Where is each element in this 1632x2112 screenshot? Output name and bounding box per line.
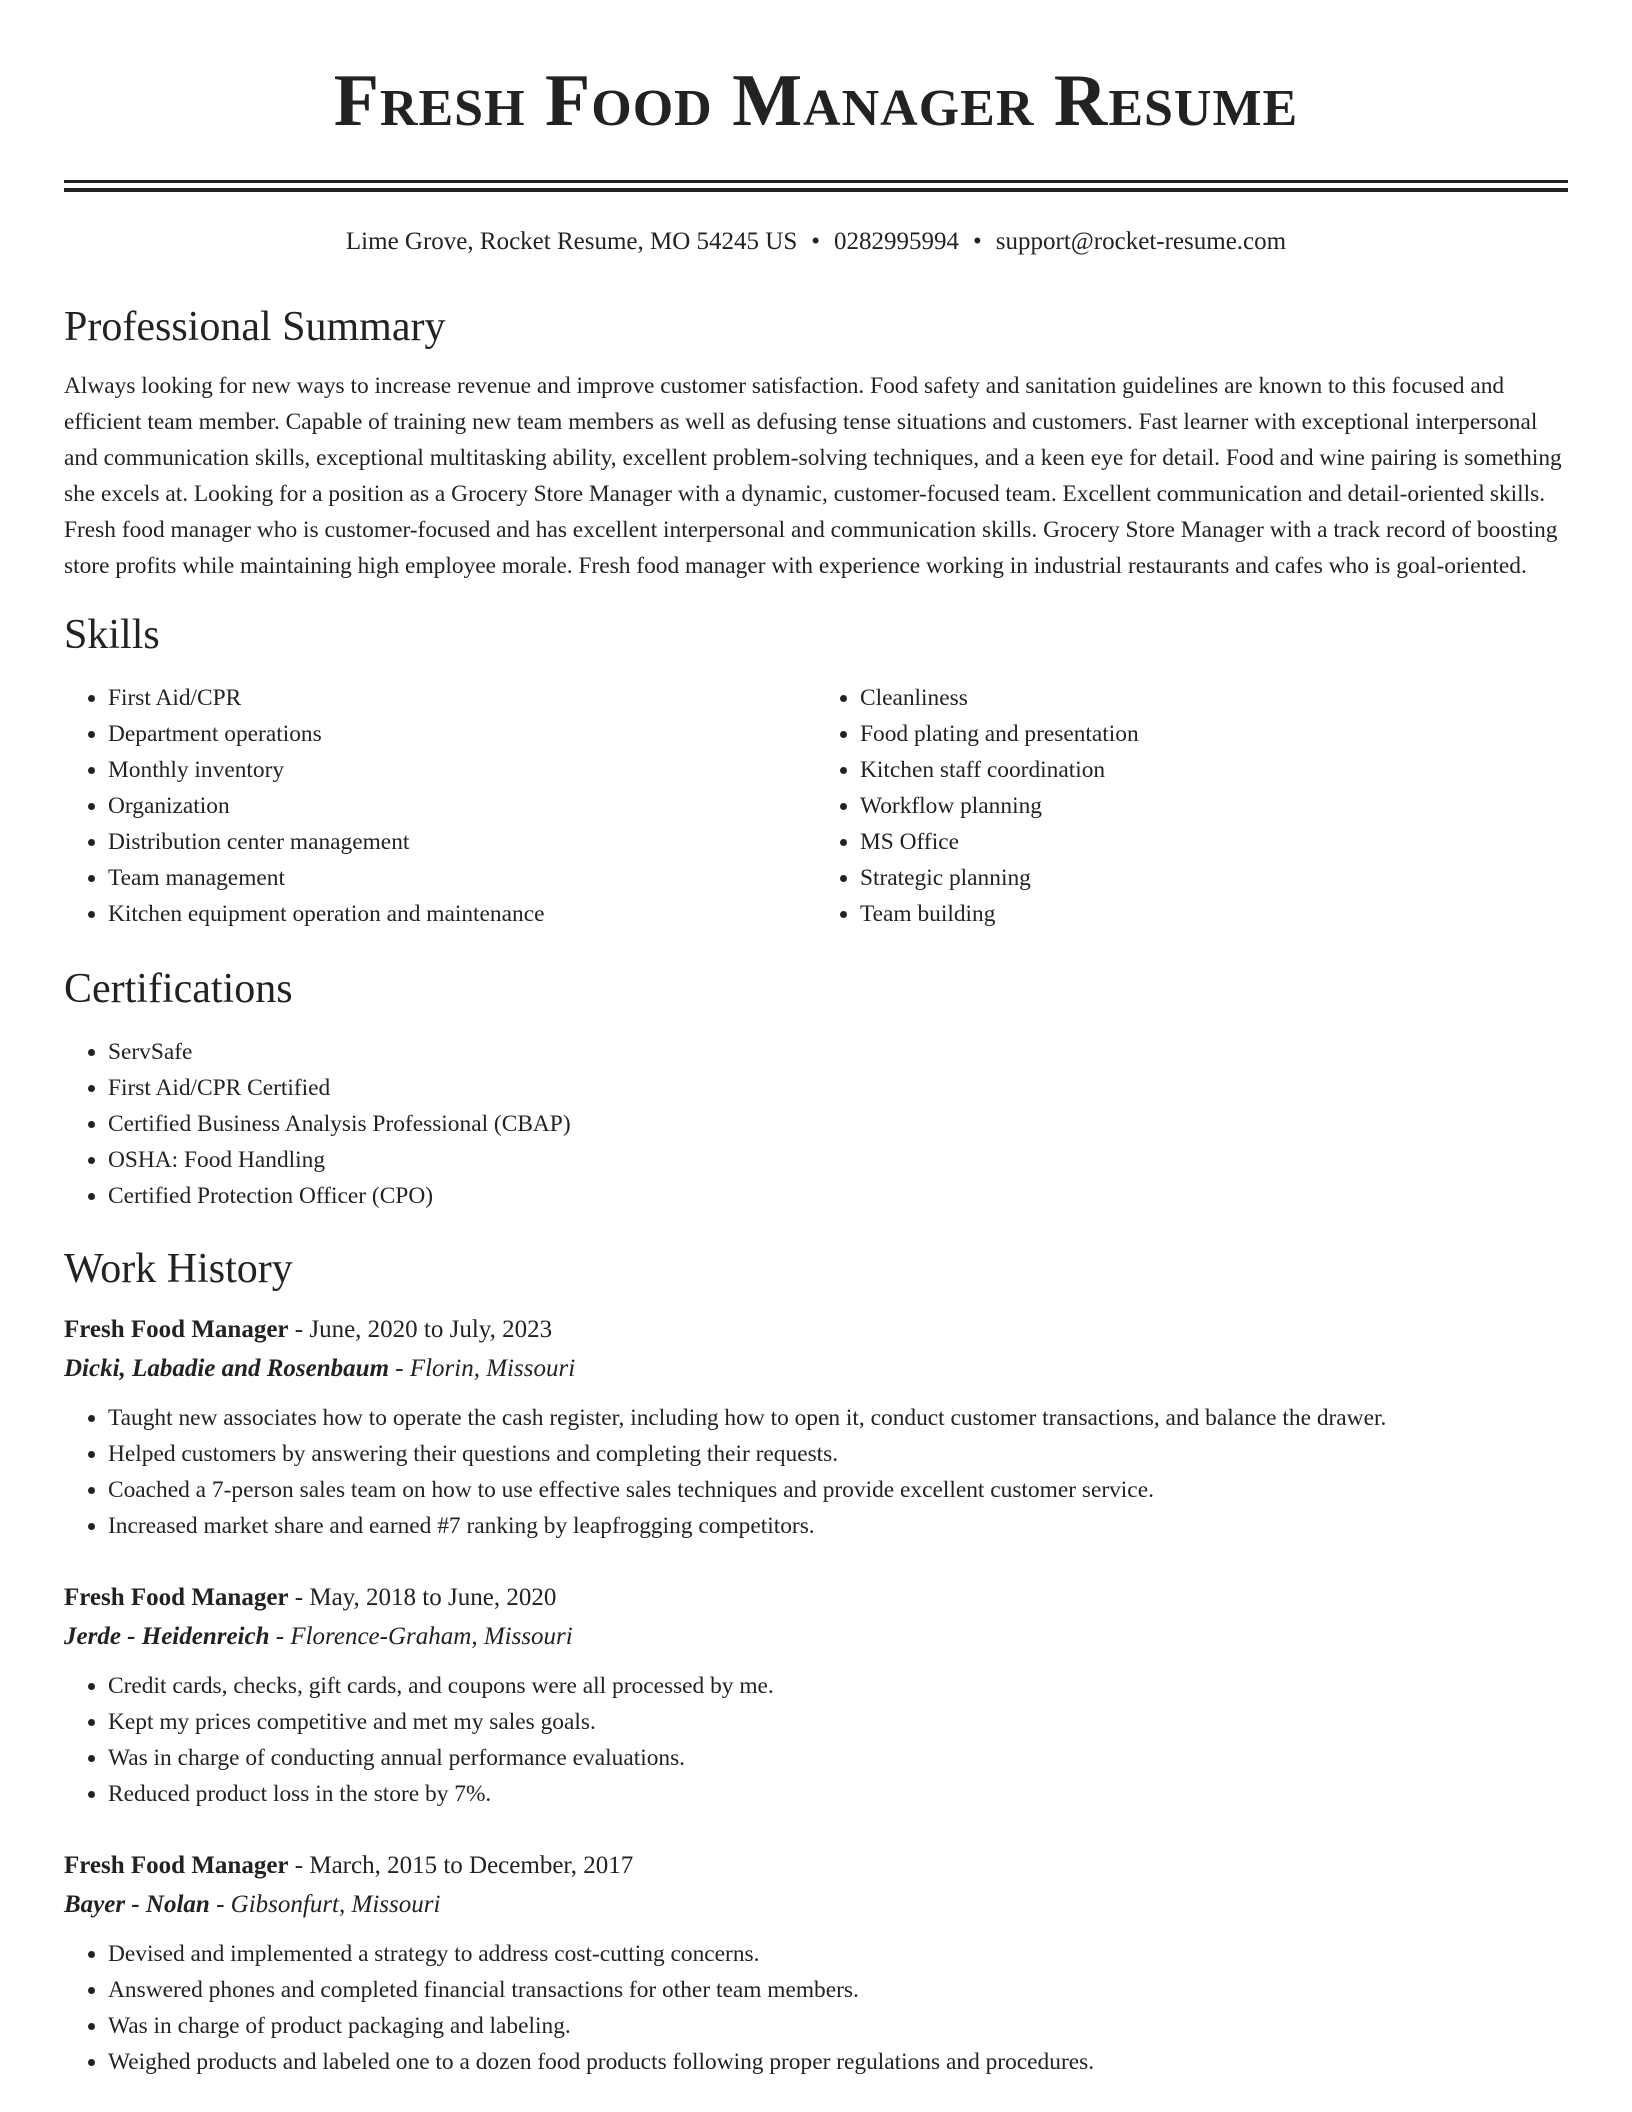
- job-bullets: [64, 1936, 1568, 2080]
- job-dates: March, 2015 to December, 2017: [309, 1852, 634, 1879]
- skill-item: • MS Office: [860, 824, 1568, 860]
- certification-item: • OSHA: Food Handling: [108, 1142, 1568, 1178]
- certifications-heading: Certifications: [64, 966, 293, 1012]
- summary-text: Always looking for new ways to increase revenue and improve customer satisfaction. Food safety and sanitation guidelines are known to this focused and efficient team member. Capable of training new team members as well as defusing tense situations and customers. Fast learner with exceptional interpersonal and communication skills, exceptional multitasking ability, excellent problem-solving techniques, and a keen eye for detail. Food and wine pairing is something she excels at. Looking for a position as a Grocery Store Manager with a dynamic, customer-focused team. Excellent communication and detail-oriented skills. Fresh food manager who is customer-focused and has excellent interpersonal and communication skills. Grocery Store Manager with a track record of boosting store profits while maintaining high employee morale. Fresh food manager with experience working in industrial restaurants and cafes who is goal-oriented.: [64, 373, 1562, 579]
- certification-item: • ServSafe: [108, 1034, 1568, 1070]
- job-bullet: • Answered phones and completed financial transactions for other team members.: [108, 1972, 1568, 2008]
- skill-item: • Food plating and presentation: [860, 716, 1568, 752]
- job-role: Fresh Food Manager: [64, 1852, 289, 1879]
- job-bullet: • Reduced product loss in the store by 7%.: [108, 1776, 1568, 1812]
- job-location: Florence-Graham, Missouri: [290, 1623, 573, 1650]
- skill-item: • Kitchen equipment operation and maintenance: [108, 896, 816, 932]
- contact-address: Lime Grove, Rocket Resume, MO 54245 US: [345, 228, 798, 255]
- skills-columns: [64, 680, 1568, 932]
- skill-item: • Department operations: [108, 716, 816, 752]
- resume-page: [64, 0, 1568, 2080]
- job-role: Fresh Food Manager: [64, 1584, 289, 1611]
- job-bullet: • Kept my prices competitive and met my sales goals.: [108, 1704, 1568, 1740]
- job-entry: [64, 1578, 1568, 1812]
- contact-line: [64, 226, 1568, 258]
- job-company: Dicki, Labadie and Rosenbaum: [64, 1355, 390, 1382]
- job-role: Fresh Food Manager: [64, 1316, 289, 1343]
- contact-separator: •: [811, 228, 821, 255]
- job-bullet: • Increased market share and earned #7 ranking by leapfrogging competitors.: [108, 1508, 1568, 1544]
- contact-email: support@rocket-resume.com: [995, 228, 1287, 255]
- job-bullets: [64, 1400, 1568, 1544]
- summary-heading: Professional Summary: [64, 304, 446, 350]
- skill-item: • Strategic planning: [860, 860, 1568, 896]
- job-employer: Bayer - Nolan - Gibsonfurt, Missouri: [64, 1891, 441, 1918]
- skill-item: • Cleanliness: [860, 680, 1568, 716]
- job-location: Gibsonfurt, Missouri: [230, 1891, 441, 1918]
- certification-item: • Certified Business Analysis Professional (CBAP): [108, 1106, 1568, 1142]
- title-rule-thin: [64, 180, 1568, 183]
- job-bullets: [64, 1668, 1568, 1812]
- job-header: Fresh Food Manager - June, 2020 to July, 2023: [64, 1316, 553, 1343]
- job-bullet: • Helped customers by answering their questions and completing their requests.: [108, 1436, 1568, 1472]
- job-bullet: • Weighed products and labeled one to a dozen food products following proper regulations and procedures.: [108, 2044, 1568, 2080]
- certifications-list: [64, 1034, 1568, 1214]
- job-entry: [64, 1310, 1568, 1544]
- job-dates: May, 2018 to June, 2020: [309, 1584, 557, 1611]
- job-bullet: • Was in charge of product packaging and labeling.: [108, 2008, 1568, 2044]
- certification-item: • First Aid/CPR Certified: [108, 1070, 1568, 1106]
- job-bullet: • Devised and implemented a strategy to address cost-cutting concerns.: [108, 1936, 1568, 1972]
- job-header: Fresh Food Manager - March, 2015 to December, 2017: [64, 1852, 634, 1879]
- contact-separator: •: [973, 228, 982, 255]
- skill-item: • Team management: [108, 860, 816, 896]
- job-company: Bayer - Nolan: [64, 1891, 210, 1918]
- job-bullet: • Coached a 7-person sales team on how to use effective sales techniques and provide excellent customer service.: [108, 1472, 1568, 1508]
- skill-item: • Team building: [860, 896, 1568, 932]
- job-company: Jerde - Heidenreich: [64, 1623, 270, 1650]
- job-dates: June, 2020 to July, 2023: [309, 1316, 553, 1343]
- job-header: Fresh Food Manager - May, 2018 to June, 2020: [64, 1584, 557, 1611]
- job-bullet: • Taught new associates how to operate the cash register, including how to open it, conduct customer transactions, and balance the drawer.: [108, 1400, 1568, 1436]
- skills-list-left: [64, 680, 816, 932]
- work-history-heading: Work History: [64, 1246, 293, 1292]
- skill-item: • Organization: [108, 788, 816, 824]
- job-location: Florin, Missouri: [409, 1355, 576, 1382]
- skill-item: • First Aid/CPR: [108, 680, 816, 716]
- contact-phone: 0282995994: [834, 228, 960, 255]
- title-rule-thick: [64, 188, 1568, 192]
- job-entry: [64, 1846, 1568, 2080]
- certification-item: • Certified Protection Officer (CPO): [108, 1178, 1568, 1214]
- skill-item: • Distribution center management: [108, 824, 816, 860]
- job-bullet: • Was in charge of conducting annual performance evaluations.: [108, 1740, 1568, 1776]
- job-employer: Jerde - Heidenreich - Florence-Graham, Missouri: [64, 1623, 573, 1650]
- skills-heading: Skills: [64, 612, 160, 658]
- job-bullet: • Credit cards, checks, gift cards, and coupons were all processed by me.: [108, 1668, 1568, 1704]
- skills-list-right: [816, 680, 1568, 932]
- skill-item: • Workflow planning: [860, 788, 1568, 824]
- skill-item: • Monthly inventory: [108, 752, 816, 788]
- resume-title: Fresh Food Manager Resume: [333, 60, 1299, 142]
- job-employer: Dicki, Labadie and Rosenbaum - Florin, Missouri: [64, 1355, 576, 1382]
- skill-item: • Kitchen staff coordination: [860, 752, 1568, 788]
